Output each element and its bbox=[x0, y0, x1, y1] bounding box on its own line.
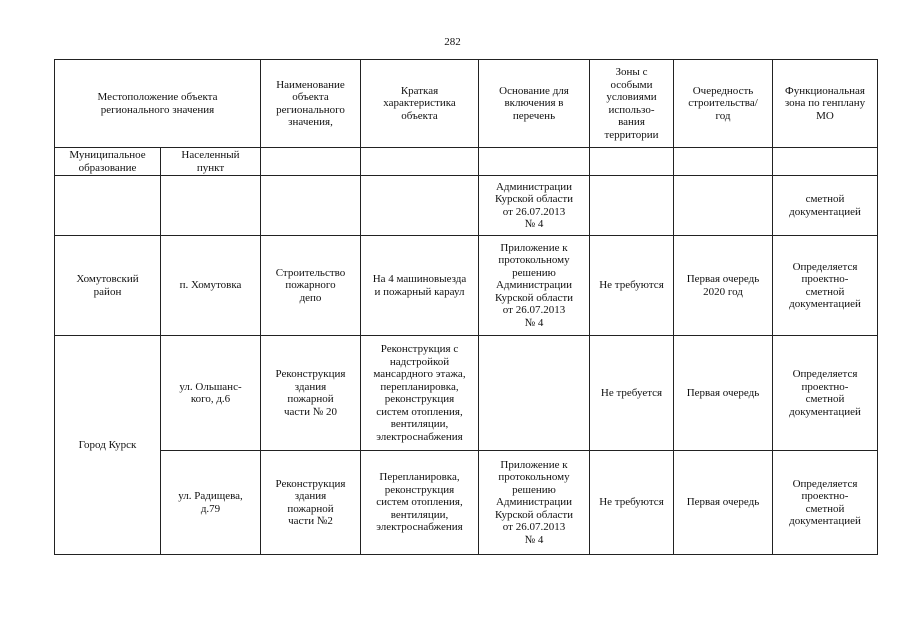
cell-basis: Приложение к протокольному решению Администрации Курской области от 26.07.2013 № 4 bbox=[479, 236, 590, 336]
cell-basis: Администрации Курской области от 26.07.2013 № 4 bbox=[479, 176, 590, 236]
cell-description: На 4 машиновыезда и пожарный караул bbox=[361, 236, 479, 336]
header-func-zone: Функциональная зона по генплану МО bbox=[773, 60, 878, 148]
table-row bbox=[55, 336, 878, 451]
header-settlement: Населенный пункт bbox=[161, 148, 261, 176]
cell-func-zone: сметной документацией bbox=[773, 176, 878, 236]
header-zones: Зоны с особыми условиями использо- вания территории bbox=[590, 60, 674, 148]
header-location: Местоположение объекта регионального значения bbox=[55, 60, 261, 148]
cell-order: Первая очередь 2020 год bbox=[674, 236, 773, 336]
cell-settlement: п. Хомутовка bbox=[161, 236, 261, 336]
cell-func-zone: Определяется проектно- сметной документацией bbox=[773, 236, 878, 336]
header-description: Краткая характеристика объекта bbox=[361, 60, 479, 148]
cell-func-zone: Определяется проектно- сметной документацией bbox=[773, 336, 878, 451]
cell-description: Реконструкция с надстройкой мансардного этажа, перепланировка, реконструкция систем отопления, вентиляции, электроснабжения bbox=[361, 336, 479, 451]
header-name: Наименование объекта регионального значения, bbox=[261, 60, 361, 148]
cell-order: Первая очередь bbox=[674, 336, 773, 451]
cell-zones: Не требуются bbox=[590, 236, 674, 336]
cell-func-zone: Определяется проектно- сметной документацией bbox=[773, 451, 878, 555]
table-row bbox=[55, 451, 878, 555]
cell-zones: Не требуются bbox=[590, 451, 674, 555]
cell-zones: Не требуется bbox=[590, 336, 674, 451]
cell-basis bbox=[479, 336, 590, 451]
table-row bbox=[55, 236, 878, 336]
table-row bbox=[55, 176, 878, 236]
cell-municipality: Город Курск bbox=[55, 336, 161, 555]
header-row bbox=[55, 60, 878, 148]
cell-name: Строительство пожарного депо bbox=[261, 236, 361, 336]
cell-description: Перепланировка, реконструкция систем отопления, вентиляции, электроснабжения bbox=[361, 451, 479, 555]
cell-municipality: Хомутовский район bbox=[55, 236, 161, 336]
cell-basis: Приложение к протокольному решению Администрации Курской области от 26.07.2013 № 4 bbox=[479, 451, 590, 555]
cell-name: Реконструкция здания пожарной части №2 bbox=[261, 451, 361, 555]
subheader-row bbox=[55, 148, 878, 176]
header-basis: Основание для включения в перечень bbox=[479, 60, 590, 148]
header-municipality: Муниципальное образование bbox=[55, 148, 161, 176]
objects-table bbox=[54, 59, 878, 555]
cell-order: Первая очередь bbox=[674, 451, 773, 555]
cell-settlement: ул. Радищева, д.79 bbox=[161, 451, 261, 555]
header-order: Очередность строительства/ год bbox=[674, 60, 773, 148]
cell-settlement: ул. Ольшанс- кого, д.6 bbox=[161, 336, 261, 451]
page-number: 282 bbox=[444, 36, 461, 48]
cell-name: Реконструкция здания пожарной части № 20 bbox=[261, 336, 361, 451]
